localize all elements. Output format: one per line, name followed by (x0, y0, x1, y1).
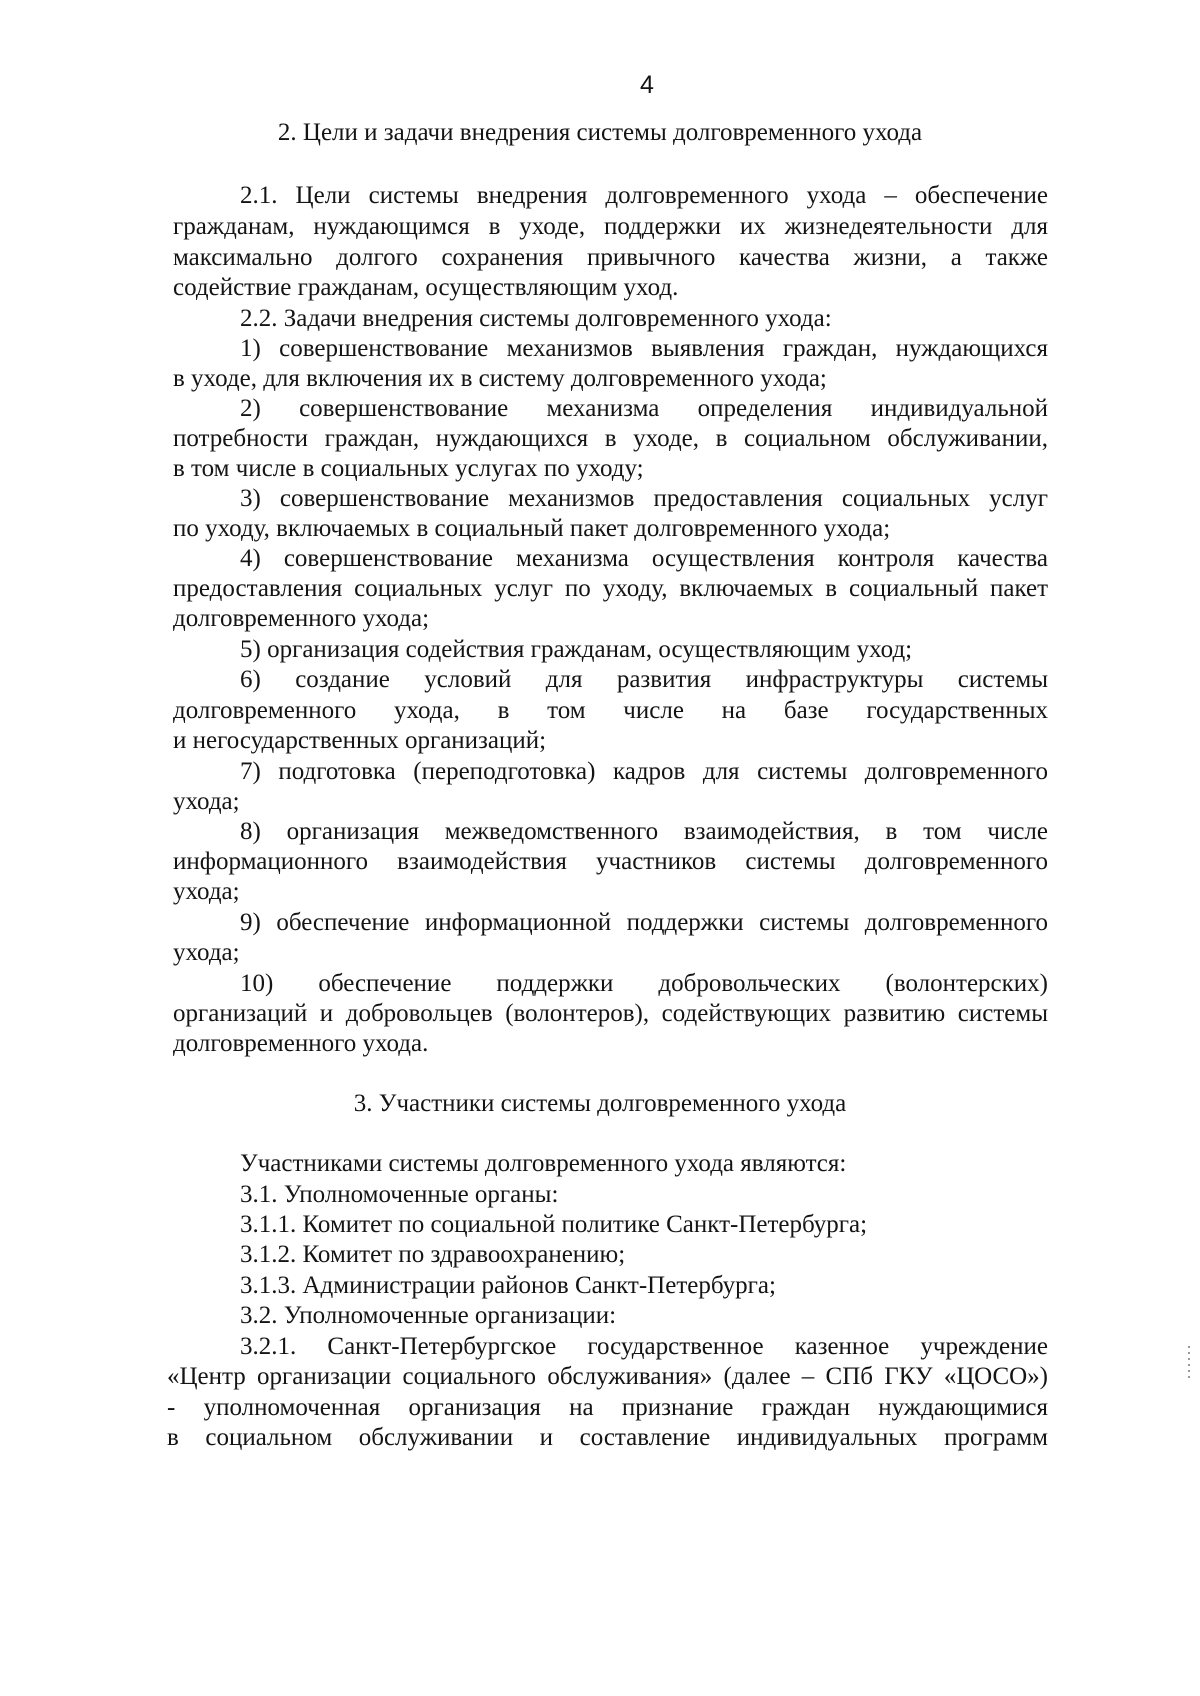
list-item-line: по уходу, включаемых в социальный пакет долговременного ухода; (173, 515, 891, 542)
paragraph-line: Участниками системы долговременного ухода являются: (240, 1150, 847, 1177)
paragraph-line: максимально долгого сохранения привычного качества жизни, а также (173, 244, 1048, 271)
section-2-heading: 2. Цели и задачи внедрения системы долговременного ухода (277, 119, 923, 146)
list-item-line: 3.2.1. Санкт-Петербургское государственное казенное учреждение (240, 1333, 1048, 1360)
list-item-line: информационного взаимодействия участников системы долговременного (173, 848, 1048, 875)
list-item-line: 3.1.1. Комитет по социальной политике Санкт-Петербурга; (240, 1211, 868, 1238)
paragraph-line: в социальном обслуживании и составление индивидуальных программ (167, 1424, 1048, 1451)
list-item-line: в уходе, для включения их в систему долговременного ухода; (173, 365, 827, 392)
paragraph-line: 2.2. Задачи внедрения системы долговременного ухода: (240, 305, 832, 332)
paragraph-line: содействие гражданам, осуществляющим уход. (173, 274, 679, 301)
scan-artifact (1188, 1346, 1190, 1382)
list-item-line: 6) создание условий для развития инфраструктуры системы (240, 666, 1048, 693)
list-item-line: 3.1. Уполномоченные органы: (240, 1181, 559, 1208)
list-item-line: 3) совершенствование механизмов предоставления социальных услуг (240, 485, 1048, 512)
page-number: 4 (640, 71, 654, 99)
list-item-line: в том числе в социальных услугах по уходу; (173, 455, 644, 482)
list-item-line: предоставления социальных услуг по уходу, включаемых в социальный пакет (173, 575, 1048, 602)
list-item-line: 3.2. Уполномоченные организации: (240, 1302, 617, 1329)
list-item-line: 7) подготовка (переподготовка) кадров для системы долговременного (240, 758, 1048, 785)
list-item-line: долговременного ухода, в том числе на базе государственных (173, 697, 1048, 724)
list-item-line: 3.1.2. Комитет по здравоохранению; (240, 1241, 626, 1268)
list-item-line: 8) организация межведомственного взаимодействия, в том числе (240, 818, 1048, 845)
list-item-line: и негосударственных организаций; (173, 727, 547, 754)
paragraph-line: - уполномоченная организация на признание граждан нуждающимися (167, 1394, 1048, 1421)
list-item-line: 3.1.3. Администрации районов Санкт-Петербурга; (240, 1272, 776, 1299)
list-item-line: долговременного ухода. (173, 1030, 429, 1057)
list-item-line: 5) организация содействия гражданам, осуществляющим уход; (240, 636, 913, 663)
section-3-heading: 3. Участники системы долговременного ухода (353, 1090, 847, 1117)
list-item-line: 4) совершенствование механизма осуществления контроля качества (240, 545, 1048, 572)
list-item-line: 2) совершенствование механизма определения индивидуальной (240, 395, 1048, 422)
list-item-line: 10) обеспечение поддержки добровольческих (волонтерских) (240, 970, 1048, 997)
list-item-line: ухода; (173, 788, 240, 815)
list-item-line: ухода; (173, 939, 240, 966)
list-item-line: долговременного ухода; (173, 605, 430, 632)
list-item-line: потребности граждан, нуждающихся в уходе, в социальном обслуживании, (173, 425, 1048, 452)
paragraph-line: гражданам, нуждающимся в уходе, поддержки их жизнедеятельности для (173, 213, 1048, 240)
list-item-line: ухода; (173, 878, 240, 905)
list-item-line: организаций и добровольцев (волонтеров), содействующих развитию системы (173, 1000, 1048, 1027)
list-item-line: 9) обеспечение информационной поддержки системы долговременного (240, 909, 1048, 936)
paragraph-line: «Центр организации социального обслуживания» (далее – СПб ГКУ «ЦОСО») (167, 1363, 1048, 1390)
paragraph-line: 2.1. Цели системы внедрения долговременного ухода – обеспечение (240, 182, 1048, 209)
list-item-line: 1) совершенствование механизмов выявления граждан, нуждающихся (240, 335, 1048, 362)
